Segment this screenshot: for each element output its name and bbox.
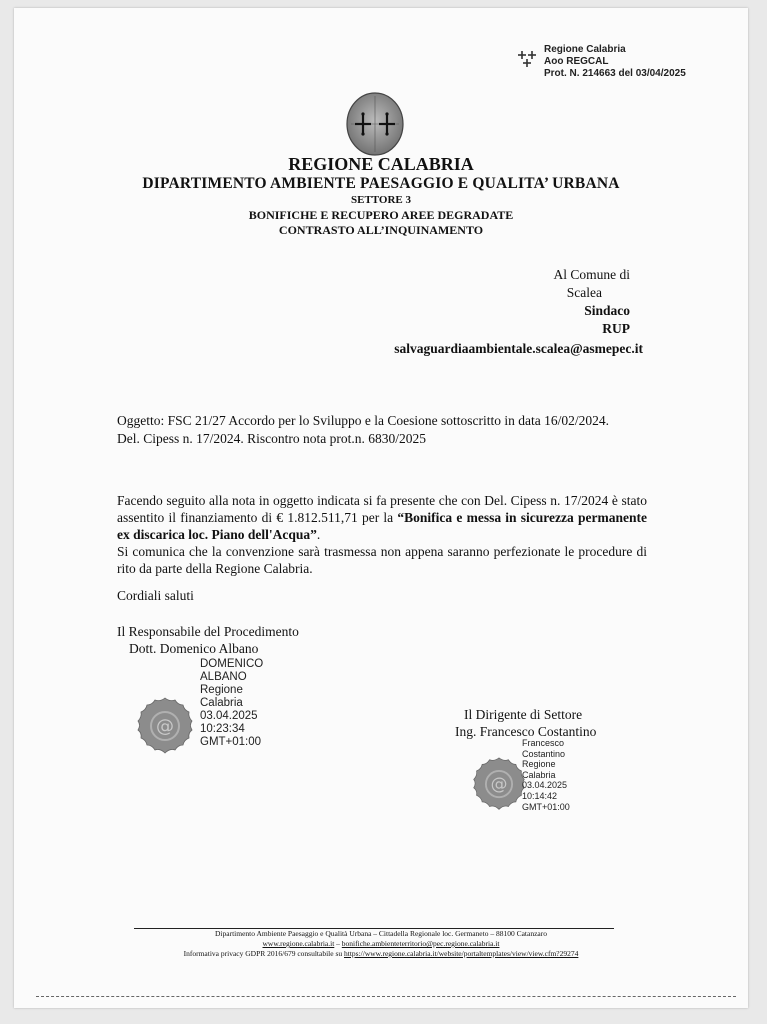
recipient-rup: RUP	[602, 321, 630, 336]
protocol-aoo: Aoo REGCAL	[544, 56, 609, 67]
body-p1-end: .	[316, 527, 321, 542]
body-p1-project: “Bonifica e messa in sicurezza permanente ex discarica loc. Piano dell'Acqua”	[117, 510, 647, 542]
sig1-line: ALBANO	[200, 671, 247, 683]
sig1-line: 03.04.2025	[200, 710, 258, 722]
subject-line-2: Del. Cipess n. 17/2024. Riscontro nota prot.n. 6830/2025	[117, 431, 426, 446]
unit-line-1: BONIFICHE E RECUPERO AREE DEGRADATE	[248, 208, 514, 222]
sig2-line: 10:14:42	[522, 790, 558, 801]
sig2-line: GMT+01:00	[522, 801, 570, 812]
footer-privacy-prefix: Informativa privacy GDPR 2016/679 consultabile su	[183, 949, 344, 958]
recipient-email: salvaguardiaambientale.scalea@asmepec.it	[394, 341, 643, 356]
digital-signature-seal-icon	[134, 696, 196, 758]
sector-title: SETTORE 3	[350, 194, 412, 206]
region-title: REGIONE CALABRIA	[288, 154, 474, 174]
regione-calabria-crest-icon	[344, 90, 406, 158]
director-name: Ing. Francesco Costantino	[455, 724, 597, 739]
sig2-line: Calabria	[522, 769, 556, 780]
recipient-line-1: Al Comune di	[553, 267, 630, 282]
sig1-line: 10:23:34	[200, 723, 245, 735]
department-title: DIPARTIMENTO AMBIENTE PAESAGGIO E QUALITA’ URBANA	[142, 175, 620, 192]
responsible-title: Il Responsabile del Procedimento	[117, 624, 299, 639]
sig2-line: Costantino	[522, 748, 566, 759]
svg-text:@: @	[156, 716, 174, 737]
signature-1-text	[200, 658, 263, 749]
subject-line-1: Oggetto: FSC 21/27 Accordo per lo Sviluppo e la Coesione sottoscritto in data 16/02/2024.	[117, 413, 609, 428]
protocol-number: Prot. N. 214663 del 03/04/2025	[544, 68, 686, 79]
footer-privacy-link[interactable]: https://www.regione.calabria.it/website/portaltemplates/view/view.cfm?29274	[344, 949, 579, 958]
subject-block	[117, 412, 647, 448]
responsible-block	[117, 623, 299, 657]
sig2-line: Regione	[522, 759, 556, 770]
footer-contacts	[14, 939, 748, 949]
digital-signature-seal-icon	[470, 756, 528, 814]
footer-site-link[interactable]: www.regione.calabria.it	[262, 939, 335, 948]
svg-text:@: @	[490, 773, 508, 794]
protocol-stamp	[516, 44, 686, 80]
director-title: Il Dirigente di Settore	[464, 707, 583, 722]
greeting: Cordiali saluti	[117, 588, 194, 603]
footer-pec-link[interactable]: bonifiche.ambienteterritorio@pec.regione.calabria.it	[341, 939, 500, 948]
responsible-name: Dott. Domenico Albano	[129, 641, 259, 656]
page-bottom-dashed-line	[36, 996, 736, 997]
sig1-line: Calabria	[200, 697, 243, 709]
sig1-line: Regione	[200, 684, 243, 696]
unit-line-2: CONTRASTO ALL’INQUINAMENTO	[278, 223, 484, 237]
body-p1-start: Facendo seguito alla nota in oggetto indicata si fa presente che con Del. Cipess n. 17/2024 è stato assentito il finanziamento di € 1.812.511,71 per la	[117, 493, 647, 525]
body-paragraph-1	[117, 492, 647, 543]
recipients-block	[394, 266, 643, 358]
sig2-line: 03.04.2025	[522, 780, 568, 791]
signature-2-text	[522, 738, 570, 812]
document-page	[14, 8, 748, 1008]
recipient-line-2: Scalea	[566, 285, 602, 300]
body-text	[117, 492, 647, 577]
sig2-line: Francesco	[522, 738, 565, 748]
footer-separator: –	[334, 939, 342, 948]
sig1-line: DOMENICO	[200, 658, 264, 670]
body-paragraph-2: Si comunica che la convenzione sarà trasmessa non appena saranno perfezionate le procedure di rito da parte della Regione Calabria.	[117, 544, 647, 576]
director-block	[455, 706, 596, 740]
protocol-entity: Regione Calabria	[544, 44, 626, 55]
sig1-line: GMT+01:00	[200, 736, 262, 748]
footer-address: Dipartimento Ambiente Paesaggio e Qualità Urbana – Cittadella Regionale loc. Germaneto – 88100 Catanzaro	[215, 929, 547, 938]
recipient-sindaco: Sindaco	[584, 303, 630, 318]
footer-privacy	[14, 949, 748, 959]
